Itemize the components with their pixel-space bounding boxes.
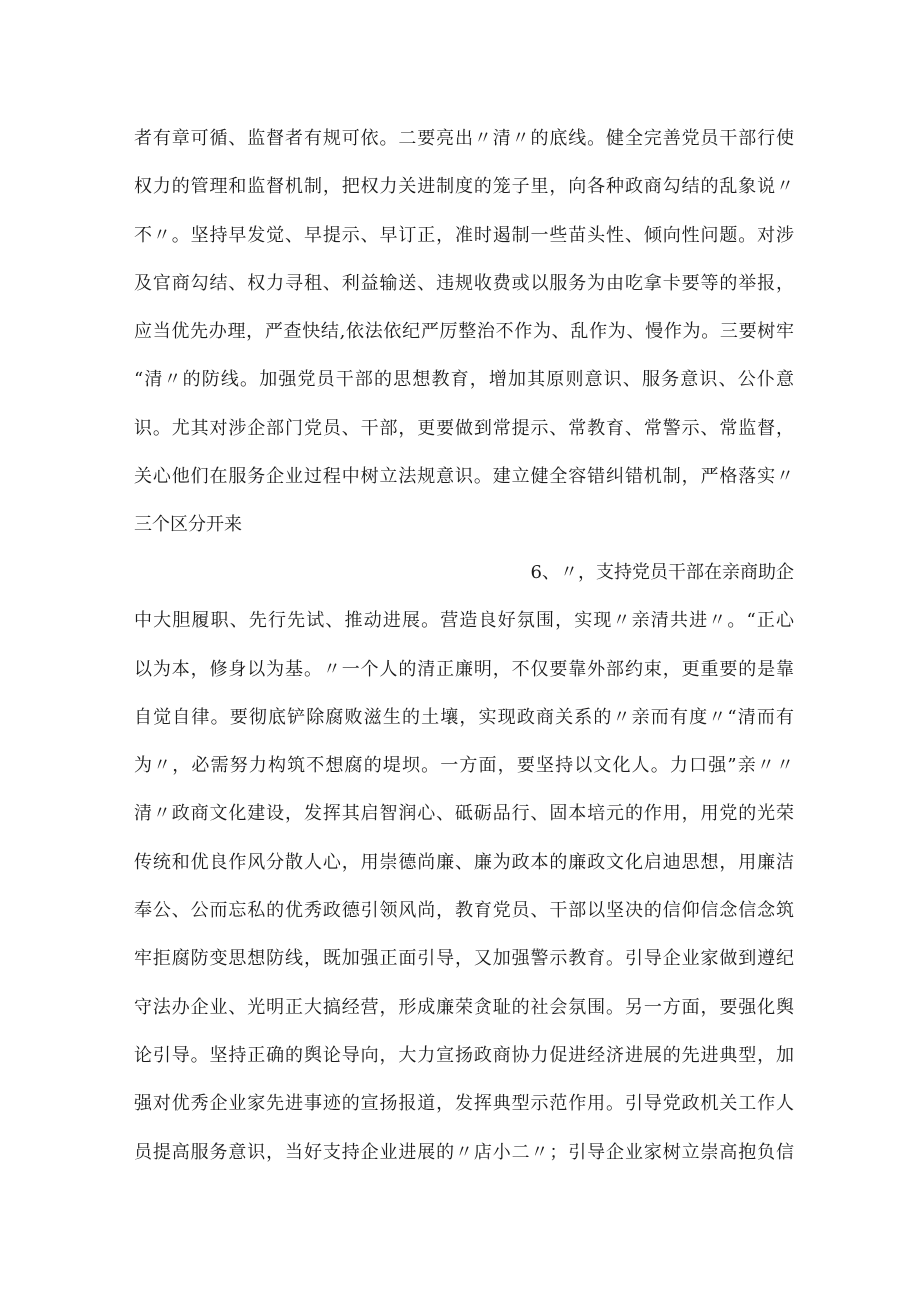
text-line: 不〃。坚持早发觉、早提示、早订正，准时遏制一些苗头性、倾向性问题。对涉 bbox=[134, 224, 794, 246]
section-heading-line: 6、〃，支持党员干部在亲商助企 bbox=[530, 562, 794, 583]
text-line: 关心他们在服务企业过程中树立法规意识。建立健全容错纠错机制，严格落实〃 bbox=[134, 466, 794, 488]
text-line: 牢拒腐防变思想防线，既加强正面引导，又加强警示教育。引导企业家做到遵纪 bbox=[134, 948, 794, 970]
text-line: 清〃政商文化建设，发挥其启智润心、砥砺品行、固本培元的作用，用党的光荣 bbox=[134, 803, 794, 825]
text-line: 三个区分开来 bbox=[134, 514, 242, 536]
text-line: 员提高服务意识，当好支持企业进展的〃店小二〃；引导企业家树立崇高抱负信 bbox=[134, 1141, 794, 1163]
text-line: 以为本，修身以为基。〃一个人的清正廉明，不仅要靠外部约束，更重要的是靠 bbox=[134, 658, 794, 680]
paragraph-6 bbox=[134, 549, 794, 1177]
text-line: “清〃的防线。加强党员干部的思想教育，增加其原则意识、服务意识、公仆意 bbox=[134, 369, 794, 391]
text-line: 守法办企业、光明正大搞经营，形成廉荣贪耻的社会氛围。另一方面，要强化舆 bbox=[134, 996, 794, 1018]
text-line: 者有章可循、监督者有规可依。二要亮出〃清〃的底线。健全完善党员干部行使 bbox=[134, 128, 794, 149]
text-line: 自觉自律。要彻底铲除腐败滋生的土壤，实现政商关系的〃亲而有度〃“清而有 bbox=[134, 706, 794, 728]
text-line: 强对优秀企业家先进事迹的宣扬报道，发挥典型示范作用。引导党政机关工作人 bbox=[134, 1093, 794, 1115]
text-line: 论引导。坚持正确的舆论导向，大力宣扬政商协力促进经济进展的先进典型，加 bbox=[134, 1044, 794, 1066]
text-line: 传统和优良作风分散人心，用崇德尚廉、廉为政本的廉政文化启迪思想，用廉洁 bbox=[134, 851, 794, 873]
text-line: 为〃，必需努力构筑不想腐的堤坝。一方面，要坚持以文化人。力口强”亲〃〃 bbox=[134, 755, 794, 777]
text-line: 权力的管理和监督机制，把权力关进制度的笼子里，向各种政商勾结的乱象说〃 bbox=[134, 176, 794, 198]
text-line: 及官商勾结、权力寻租、利益输送、违规收费或以服务为由吃拿卡要等的举报， bbox=[134, 272, 794, 294]
text-line: 奉公、公而忘私的优秀政德引领风尚，教育党员、干部以坚决的信仰信念信念筑 bbox=[134, 900, 794, 922]
paragraph-continued bbox=[134, 115, 794, 550]
text-line: 应当优先办理，严查快结,依法依纪严厉整治不作为、乱作为、慢作为。三要树牢 bbox=[134, 321, 794, 343]
text-line: 识。尤其对涉企部门党员、干部，更要做到常提示、常教育、常警示、常监督， bbox=[134, 417, 794, 439]
text-line: 中大胆履职、先行先试、推动进展。营造良好氛围，实现〃亲清共进〃。“正心 bbox=[134, 610, 794, 632]
